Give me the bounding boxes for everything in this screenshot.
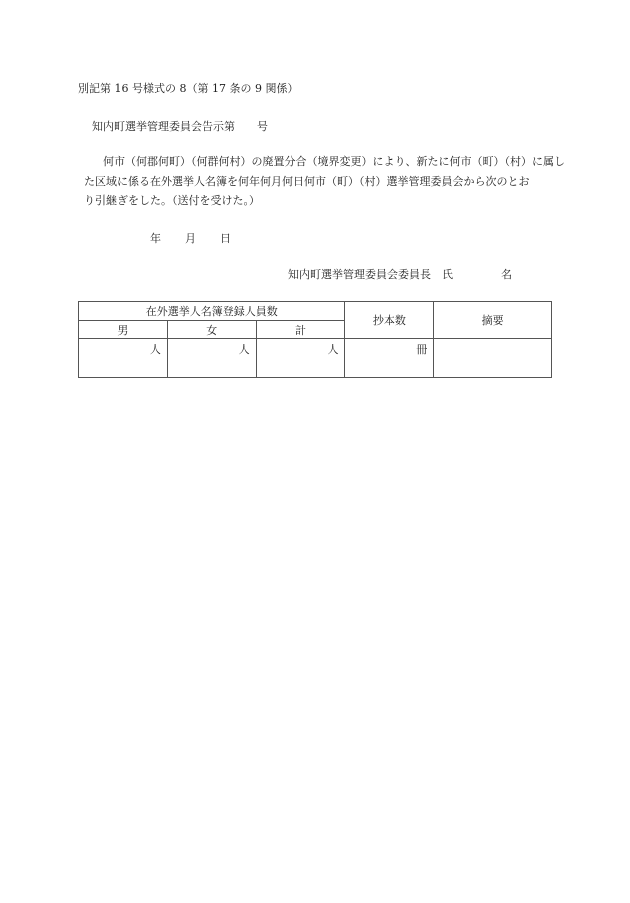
signatory-name-suffix: 名 [501,268,512,281]
male-count-cell [79,339,168,378]
registry-table [78,301,552,378]
copies-unit: 冊 [416,343,428,356]
total-unit: 人 [327,343,339,356]
male-header: 男 [79,321,168,339]
copies-header: 抄本数 [345,302,434,339]
copies-count-cell [345,339,434,378]
female-count-cell [167,339,256,378]
signatory-title: 知内町選挙管理委員会委員長 氏 [288,268,453,281]
total-count-cell [256,339,345,378]
body-text-line-2: た区域に係る在外選挙人名簿を何年何月何日何市（町）（村）選挙管理委員会から次のとお [84,175,530,188]
date-month: 月 [185,232,196,245]
male-unit: 人 [149,343,161,356]
female-unit: 人 [238,343,250,356]
date-line [150,232,231,246]
notice-title: 知内町選挙管理委員会告示第 [92,120,235,133]
registered-count-header: 在外選挙人名簿登録人員数 [79,302,345,321]
date-day: 日 [220,232,231,245]
female-header: 女 [167,321,256,339]
form-header: 別記第 16 号様式の 8（第 17 条の 9 関係） [78,82,299,95]
remarks-header: 摘要 [434,302,552,339]
total-header: 計 [256,321,345,339]
body-text-line-3: り引継ぎをした。（送付を受けた。） [84,194,260,207]
signatory-line [288,268,512,282]
date-year: 年 [150,232,161,245]
notice-title-line [92,120,268,134]
body-text-line-1: 何市（何郡何町）（何群何村）の廃置分合（境界変更）により、新たに何市（町）（村）に属し [103,155,565,168]
notice-number-suffix: 号 [257,120,268,133]
remarks-cell [434,339,552,378]
